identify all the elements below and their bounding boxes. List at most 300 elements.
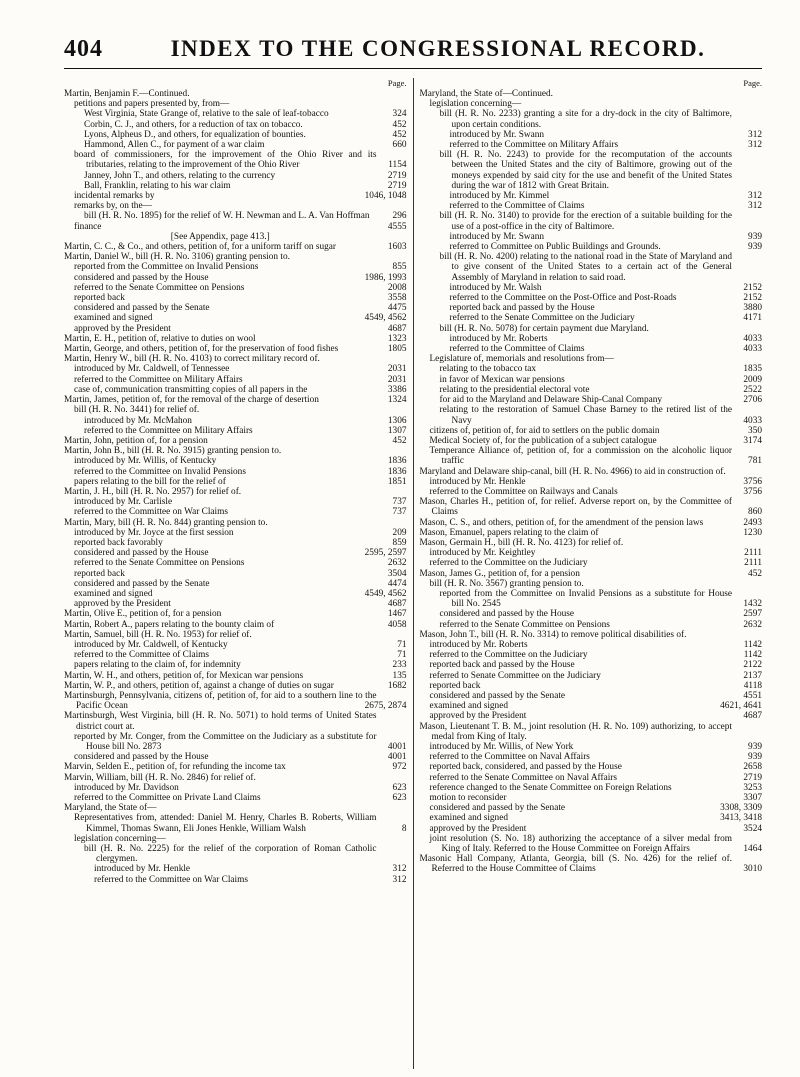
index-entry (420, 140, 763, 150)
index-entry (420, 364, 763, 374)
entry-page-ref: 4171 (743, 313, 762, 324)
index-entry (420, 283, 763, 293)
entry-text: Martin, James, petition of, for the removal of the charge of desertion (64, 395, 319, 406)
entry-text: introduced by Mr. Joyce at the first session (74, 527, 234, 538)
entry-page-ref: 1851 (387, 476, 407, 487)
entry-page-ref: 660 (392, 140, 407, 151)
index-entry (64, 109, 407, 119)
index-entry (420, 293, 763, 303)
entry-page-ref: 324 (392, 109, 407, 120)
index-entry (64, 681, 407, 691)
index-entry (420, 752, 763, 762)
entry-text: referred to the Committee on Railways and Canals (429, 486, 618, 497)
entry-page-ref: 1307 (387, 425, 407, 436)
index-entry (64, 262, 407, 272)
index-entry (420, 640, 763, 650)
entry-page-ref: 4033 (743, 415, 762, 426)
index-entry (64, 599, 407, 609)
entry-text: Temperance Alliance of, petition of, for a commission on the alcoholic liquor traffic (429, 446, 732, 467)
entry-page-ref: 3307 (743, 793, 762, 804)
entry-text: Martin, Henry W., bill (H. R. No. 4103) to correct military record of. (64, 354, 320, 365)
page-header (64, 0, 762, 64)
entry-page-ref: 3524 (743, 823, 762, 834)
index-entry (64, 252, 407, 262)
entry-text: bill (H. R. No. 3567) granting pension to. (429, 578, 584, 589)
index-entry (420, 344, 763, 354)
entry-text: Marvin, Selden E., petition of, for refunding the income tax (64, 762, 286, 773)
index-entry (420, 303, 763, 313)
entry-text: referred to the Senate Committee on the Judiciary (449, 313, 635, 324)
index-entry (64, 201, 407, 211)
entry-text: reported back favorably (74, 537, 163, 548)
entry-text: legislation concerning— (74, 833, 166, 844)
index-entry (420, 671, 763, 681)
index-entry (64, 640, 407, 650)
entry-page-ref: 1603 (387, 242, 407, 253)
entry-page-ref: 71 (397, 650, 407, 661)
index-entry (420, 834, 763, 854)
page-number: 404 (64, 36, 103, 62)
entry-text: referred to the Committee on War Claims (94, 874, 248, 885)
entry-page-ref: 312 (392, 864, 407, 875)
index-entry (420, 773, 763, 783)
left-column (64, 78, 414, 1069)
entry-text: introduced by Mr. Willis, of Kentucky (74, 456, 217, 467)
entry-page-ref: 4058 (387, 619, 407, 630)
entry-text: incidental remarks by (74, 191, 155, 202)
index-entry (64, 130, 407, 140)
index-entry (420, 660, 763, 670)
entry-page-ref: 296 (392, 211, 407, 222)
index-entry (420, 99, 763, 109)
entry-text: introduced by Mr. Willis, of New York (429, 742, 574, 752)
index-entry (420, 650, 763, 660)
index-entry (64, 273, 407, 283)
entry-page-ref: 2493 (743, 517, 762, 528)
index-entry (64, 538, 407, 548)
index-entry (64, 313, 407, 323)
index-entry (64, 120, 407, 130)
entry-page-ref: 312 (748, 191, 762, 202)
entry-text: referred to the Senate Committee on Pensions (74, 282, 245, 293)
entry-text: Martin, C. C., & Co., and others, petition of, for a uniform tariff on sugar (64, 242, 336, 253)
index-entry (420, 569, 763, 579)
entry-page-ref: 2675, 2874 (364, 701, 407, 712)
entry-page-ref: 4687 (743, 711, 762, 722)
entry-text: Marvin, William, bill (H. R. No. 2846) for relief of. (64, 772, 256, 783)
left-entries (64, 89, 407, 885)
entry-text: Martinsburgh, Pennsylvania, citizens of, petition of, for aid to a southern line to the Pacific Ocean (64, 690, 377, 712)
entry-page-ref: 3413, 3418 (720, 813, 762, 824)
entry-page-ref: 1230 (743, 527, 762, 538)
index-entry (420, 232, 763, 242)
entry-text: introduced by Mr. Carlisle (74, 497, 173, 508)
entry-page-ref: 1432 (743, 599, 762, 610)
index-entry (64, 497, 407, 507)
index-entry (420, 242, 763, 252)
index-entry (64, 548, 407, 558)
entry-text: referred to the Committee on the Judiciary (429, 650, 588, 661)
entry-text: referred to the Committee on Naval Affairs (429, 752, 590, 763)
index-entry (420, 467, 763, 477)
index-entry (420, 375, 763, 385)
index-entry (420, 681, 763, 691)
index-entry (420, 609, 763, 619)
entry-page-ref: 2632 (743, 619, 762, 630)
index-entry (420, 783, 763, 793)
index-entry (64, 293, 407, 303)
entry-page-ref: 860 (748, 507, 762, 518)
entry-text: considered and passed by the House (74, 752, 209, 763)
entry-text: board of commissioners, for the improvement of the Ohio River and its tributaries, relating to the improvement of the Ohio River (74, 150, 377, 171)
index-entry (64, 171, 407, 181)
entry-text: Ball, Franklin, relating to his war claim (84, 180, 231, 191)
entry-text: referred to the Committee on Military Affairs (449, 140, 619, 151)
entry-text: reported back and passed by the House (429, 660, 575, 671)
entry-text: introduced by Mr. Kimmel (449, 191, 550, 202)
index-entry (64, 813, 407, 833)
entry-page-ref: 939 (748, 231, 762, 242)
entry-page-ref: 2706 (743, 395, 762, 406)
entry-page-ref: 3010 (743, 864, 762, 875)
index-entry (420, 201, 763, 211)
index-entry (64, 660, 407, 670)
entry-page-ref: 781 (748, 456, 762, 467)
index-entry (64, 834, 407, 844)
entry-text: approved by the President (74, 323, 171, 334)
index-entry (64, 752, 407, 762)
entry-page-ref: 452 (748, 568, 762, 579)
entry-page-ref: 1142 (743, 650, 762, 661)
entry-page-ref: 3504 (387, 568, 407, 579)
entry-page-ref: 1306 (387, 415, 407, 426)
entry-text: referred to the Senate Committee on Naval Affairs (429, 772, 618, 783)
entry-page-ref: 972 (392, 762, 407, 773)
index-entry (64, 334, 407, 344)
entry-page-ref: 4475 (387, 303, 407, 314)
entry-text: referred to the Senate Committee on Pensions (74, 558, 245, 569)
entry-text: legislation concerning— (429, 99, 522, 110)
entry-page-ref: 452 (392, 119, 407, 130)
index-entry (420, 252, 763, 283)
entry-text: relating to the presidential electoral vote (439, 384, 590, 395)
entry-page-ref: 312 (748, 140, 762, 151)
index-entry (64, 222, 407, 232)
entry-page-ref: 1142 (743, 639, 762, 650)
entry-text: Martin, E. H., petition of, relative to duties on wool (64, 333, 256, 344)
entry-text: reported back, considered, and passed by the House (429, 762, 622, 773)
index-entry (64, 89, 407, 99)
entry-text: Martin, Daniel W., bill (H. R. No. 3106) granting pension to. (64, 252, 290, 263)
entry-text: joint resolution (S. No. 18) authorizing the acceptance of a silver medal from King of Italy. Referred to the House Committee on Foreign Affairs (429, 833, 732, 855)
entry-text: Lyons, Alpheus D., and others, for equalization of bounties. (84, 129, 306, 140)
entry-page-ref: 3880 (743, 303, 762, 314)
entry-text: referred to the Committee of Claims (449, 344, 585, 355)
index-entry (64, 875, 407, 885)
entry-text: referred to the Senate Committee on Pensions (439, 619, 610, 630)
index-entry (64, 395, 407, 405)
entry-text: referred to the Committee on Invalid Pensions (74, 466, 246, 477)
entry-text: Martin, Mary, bill (H. R. No. 844) granting pension to. (64, 517, 268, 528)
index-entry (420, 579, 763, 589)
entry-text: Martin, W. P., and others, petition of, against a change of duties on sugar (64, 680, 334, 691)
entry-text: considered and passed by the Senate (74, 578, 210, 589)
entry-text: Martin, Benjamin F.—Continued. (64, 89, 190, 99)
index-entry (64, 762, 407, 772)
entry-text: introduced by Mr. Henkle (94, 864, 191, 875)
index-entry (64, 181, 407, 191)
entry-text: introduced by Mr. Swann (449, 129, 545, 140)
entry-text: Mason, Germain H., bill (H. R. No. 4123) for relief of. (419, 537, 624, 548)
entry-page-ref: 2031 (387, 374, 407, 385)
entry-text: Martin, George, and others, petition of, for the preservation of food fishes (64, 344, 339, 355)
index-entry (420, 589, 763, 609)
index-entry (420, 334, 763, 344)
entry-page-ref: 233 (392, 660, 407, 671)
entry-page-ref: 4033 (743, 344, 762, 355)
entry-page-ref: 4621, 4641 (720, 701, 762, 712)
index-entry (64, 375, 407, 385)
index-entry (64, 569, 407, 579)
entry-text: remarks by, on the— (74, 201, 152, 212)
entry-text: introduced by Mr. Swann (449, 231, 545, 242)
entry-text: [See Appendix, page 413.] (170, 231, 270, 242)
right-column (414, 78, 763, 1069)
index-entry (420, 630, 763, 640)
index-entry (64, 620, 407, 630)
entry-text: bill (H. R. No. 3140) to provide for the erection of a suitable building for the use of a post-office in the city of Baltimore. (439, 211, 732, 232)
entry-page-ref: 4118 (743, 680, 762, 691)
entry-text: in favor of Mexican war pensions (439, 374, 565, 385)
index-entry (64, 354, 407, 364)
entry-text: for aid to the Maryland and Delaware Ship-Canal Company (439, 395, 663, 406)
entry-page-ref: 623 (392, 782, 407, 793)
entry-page-ref: 4687 (387, 323, 407, 334)
page-column-label: Page. (387, 78, 407, 88)
index-entry (420, 528, 763, 538)
entry-page-ref: 623 (392, 793, 407, 804)
entry-text: Medical Society of, for the publication of a subject catalogue (429, 435, 657, 446)
entry-page-ref: 71 (397, 639, 407, 650)
entry-text: Mason, Emanuel, papers relating to the claim of (419, 527, 599, 538)
index-entry (420, 313, 763, 323)
index-entry (64, 456, 407, 466)
entry-page-ref: 452 (392, 435, 407, 446)
index-entry (64, 140, 407, 150)
entry-text: referred to the Committee on Military Affairs (84, 425, 253, 436)
index-entry (64, 477, 407, 487)
entry-page-ref: 4001 (387, 742, 407, 752)
index-entry (64, 558, 407, 568)
entry-text: Maryland and Delaware ship-canal, bill (H. R. No. 4966) to aid in construction of. (419, 466, 726, 477)
entry-page-ref: 939 (748, 752, 762, 763)
entry-page-ref: 2152 (743, 282, 762, 293)
entry-text: case of, communication transmitting copies of all papers in the (74, 384, 308, 395)
index-entry (64, 467, 407, 477)
entry-page-ref: 312 (748, 201, 762, 212)
index-entry (64, 487, 407, 497)
index-columns (64, 78, 762, 1069)
entry-page-ref: 737 (392, 497, 407, 508)
index-entry (64, 773, 407, 783)
index-entry (420, 711, 763, 721)
entry-text: bill (H. R. No. 5078) for certain payment due Maryland. (439, 323, 649, 334)
entry-text: Martin, Robert A., papers relating to the bounty claim of (64, 619, 275, 630)
index-entry (420, 324, 763, 334)
index-entry (420, 558, 763, 568)
index-entry (420, 436, 763, 446)
entry-page-ref: 3253 (743, 782, 762, 793)
entry-text: considered and passed by the Senate (429, 803, 566, 814)
index-entry (64, 232, 407, 242)
entry-text: petitions and papers presented by, from— (74, 99, 230, 110)
index-entry (420, 620, 763, 630)
entry-page-ref: 2152 (743, 293, 762, 304)
index-entry (420, 497, 763, 517)
entry-page-ref: 4474 (387, 578, 407, 589)
entry-text: referred to Senate Committee on the Judiciary (429, 670, 601, 681)
page-column-label: Page. (743, 78, 762, 88)
entry-page-ref: 2595, 2597 (364, 548, 407, 559)
index-entry (420, 762, 763, 772)
entry-page-ref: 3756 (743, 476, 762, 487)
entry-page-ref: 1467 (387, 609, 407, 620)
entry-page-ref: 737 (392, 507, 407, 518)
index-entry (64, 589, 407, 599)
entry-text: referred to Committee on Public Buildings and Grounds. (449, 242, 661, 253)
index-entry (420, 742, 763, 752)
entry-text: introduced by Mr. Walsh (449, 282, 542, 293)
entry-text: Legislature of, memorials and resolutions from— (429, 354, 614, 365)
entry-page-ref: 939 (748, 242, 762, 253)
entry-page-ref: 2597 (743, 609, 762, 620)
entry-page-ref: 209 (392, 527, 407, 538)
entry-text: relating to the restoration of Samuel Chase Barney to the retired list of the Navy (439, 405, 732, 426)
entry-text: considered and passed by the House (74, 548, 209, 559)
entry-page-ref: 859 (392, 537, 407, 548)
entry-page-ref: 2111 (744, 558, 762, 569)
entry-text: examined and signed (429, 701, 508, 712)
index-entry (420, 701, 763, 711)
entry-text: Mason, C. S., and others, petition of, for the amendment of the pension laws (419, 517, 704, 528)
index-entry (420, 426, 763, 436)
entry-text: examined and signed (74, 313, 153, 324)
entry-text: referred to the Committee of Claims (74, 650, 210, 661)
index-entry (420, 518, 763, 528)
entry-text: Martin, Olive E., petition of, for a pension (64, 609, 222, 620)
index-entry (420, 130, 763, 140)
index-entry (420, 385, 763, 395)
entry-page-ref: 452 (392, 129, 407, 140)
index-entry (64, 191, 407, 201)
entry-text: Martin, John, petition of, for a pension (64, 435, 208, 446)
entry-text: examined and signed (429, 813, 508, 824)
entry-text: introduced by Mr. Henkle (429, 476, 526, 487)
entry-text: bill (H. R. No. 2225) for the relief of the corporation of Roman Catholic clergymen. (84, 844, 377, 865)
index-entry (64, 303, 407, 313)
entry-page-ref: 4687 (387, 599, 407, 610)
index-entry (64, 650, 407, 660)
entry-text: considered and passed by the Senate (74, 303, 210, 314)
entry-text: bill (H. R. No. 1895) for the relief of W. H. Newman and L. A. Van Hoffman (84, 211, 370, 222)
entry-text: reported by Mr. Conger, from the Committee on the Judiciary as a substitute for House bill No. 2873 (74, 731, 377, 752)
index-entry (64, 99, 407, 109)
entry-text: bill (H. R. No. 4200) relating to the national road in the State of Maryland and to give consent of the United States to a certain act of the General Assembly of Maryland in relation to said road. (439, 252, 732, 283)
index-entry (420, 793, 763, 803)
index-entry (420, 538, 763, 548)
entry-page-ref: 2031 (387, 364, 407, 375)
index-entry (420, 211, 763, 231)
index-entry (420, 691, 763, 701)
index-entry (64, 283, 407, 293)
entry-page-ref: 1154 (388, 160, 407, 171)
entry-text: referred to the Committee on War Claims (74, 507, 228, 518)
index-entry (64, 732, 407, 752)
entry-text: approved by the President (429, 823, 527, 834)
entry-text: reference changed to the Senate Committee on Foreign Relations (429, 782, 672, 793)
entry-text: papers relating to the claim of, for indemnity (74, 660, 241, 671)
entry-page-ref: 2719 (387, 180, 407, 191)
index-entry (64, 609, 407, 619)
entry-text: Mason, Lieutenant T. B. M., joint resolution (H. R. No. 109) authorizing, to accept medal from King of Italy. (419, 721, 732, 742)
entry-page-ref: 2008 (387, 282, 407, 293)
entry-text: Martin, J. H., bill (H. R. No. 2957) for relief of. (64, 486, 242, 497)
entry-page-ref: 3756 (743, 486, 762, 497)
entry-text: introduced by Mr. McMahon (84, 415, 192, 426)
entry-page-ref: 350 (748, 425, 762, 436)
entry-text: Mason, John T., bill (H. R. No. 3314) to remove political disabilities of. (419, 629, 687, 640)
index-entry (64, 150, 407, 170)
entry-text: Martin, John B., bill (H. R. No. 3915) granting pension to. (64, 446, 282, 457)
index-entry (420, 548, 763, 558)
entry-page-ref: 2719 (387, 170, 407, 181)
index-entry (64, 426, 407, 436)
index-entry (64, 446, 407, 456)
index-entry (420, 854, 763, 874)
index-entry (420, 803, 763, 813)
entry-page-ref: 135 (392, 670, 407, 681)
entry-text: Janney, John T., and others, relating to the currency (84, 170, 276, 181)
index-entry (420, 824, 763, 834)
entry-text: introduced by Mr. Keightley (429, 548, 536, 559)
right-entries (420, 89, 763, 875)
entry-text: Hammond, Allen C., for payment of a war claim (84, 140, 265, 151)
entry-page-ref: 2719 (743, 772, 762, 783)
entry-page-ref: 2632 (387, 558, 407, 569)
entry-page-ref: 4555 (387, 221, 407, 232)
entry-text: bill (H. R. No. 2233) granting a site for a dry-dock in the city of Baltimore, upon certain conditions. (439, 109, 732, 130)
index-entry (420, 477, 763, 487)
entry-page-ref: 4549, 4562 (364, 313, 407, 324)
entry-text: referred to the Committee on the Post-Office and Post-Roads (449, 293, 677, 304)
index-entry (64, 793, 407, 803)
entry-text: introduced by Mr. Davidson (74, 782, 179, 793)
index-entry (64, 324, 407, 334)
running-head: INDEX TO THE CONGRESSIONAL RECORD. (170, 36, 706, 61)
index-entry (64, 528, 407, 538)
index-entry (420, 722, 763, 742)
entry-text: bill (H. R. No. 3441) for relief of. (74, 405, 200, 416)
entry-text: reported back (74, 568, 125, 579)
entry-page-ref: 939 (748, 742, 762, 752)
entry-page-ref: 2009 (743, 374, 762, 385)
index-entry (64, 507, 407, 517)
entry-text: Maryland, the State of—Continued. (419, 89, 553, 99)
index-entry (64, 344, 407, 354)
entry-page-ref: 2658 (743, 762, 762, 773)
entry-text: reported back and passed by the House (449, 303, 595, 314)
index-entry (64, 579, 407, 589)
